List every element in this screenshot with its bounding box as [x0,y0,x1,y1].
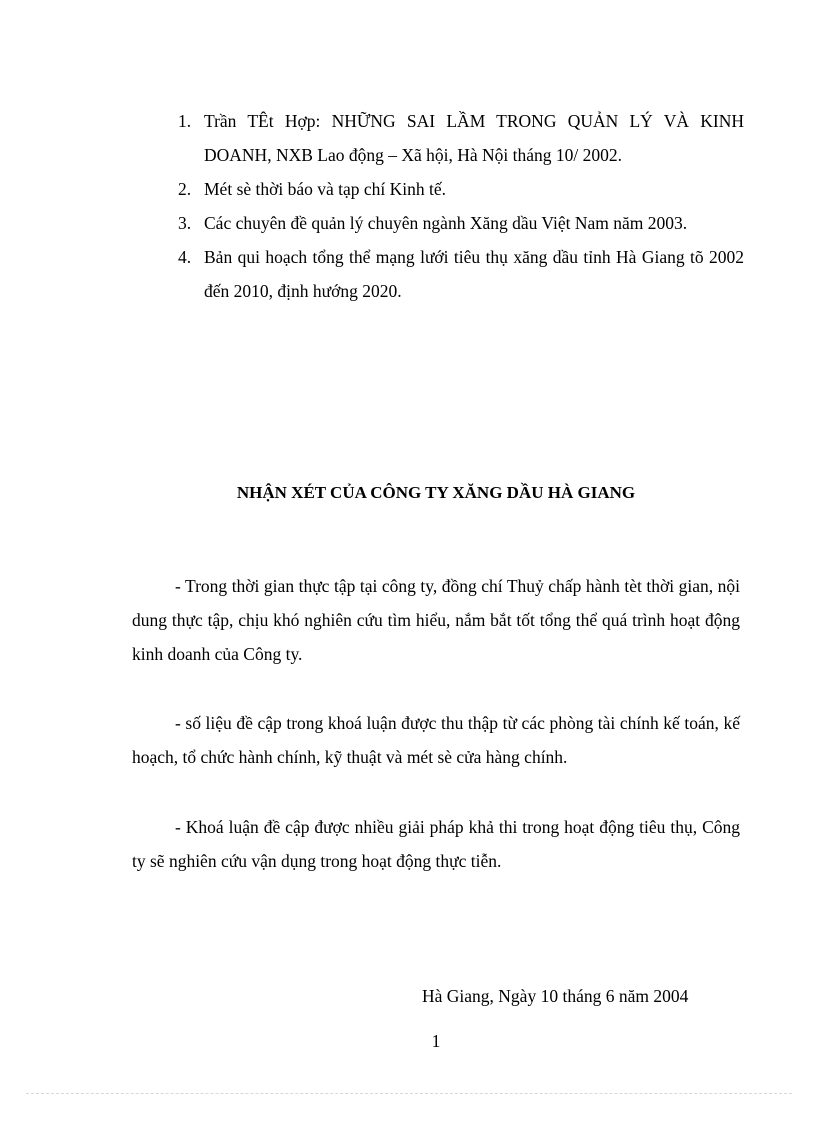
comment-paragraph: - Trong thời gian thực tập tại công ty, đồng chí Thuỷ chấp hành tèt thời gian, nội dung thực tập, chịu khó nghiên cứu tìm hiểu, nắm bắt tốt tổng thể quá trình hoạt động kinh doanh của Công ty. [132,576,740,664]
comment-paragraph: - số liệu đề cập trong khoá luận được thu thập từ các phòng tài chính kế toán, kế hoạch, tổ chức hành chính, kỹ thuật và mét sè cửa hàng chính. [132,713,740,767]
page-bottom-border [26,1093,792,1094]
reference-text: Các chuyên đề quản lý chuyên ngành Xăng dầu Việt Nam năm 2003. [204,213,688,233]
section-title: NHẬN XÉT CỦA CÔNG TY XĂNG DẦU HÀ GIANG [236,483,636,502]
comment-paragraph: - Khoá luận đề cập được nhiều giải pháp khả thi trong hoạt động tiêu thụ, Công ty sẽ nghiên cứu vận dụng trong hoạt động thực tiễn. [132,817,740,871]
reference-number: 3. [178,213,192,233]
reference-text: Mét sè thời báo và tạp chí Kinh tế. [204,179,447,199]
reference-number: 4. [178,247,192,267]
reference-text: Trần TÊt Hợp: NHỮNG SAI LẦM TRONG QUẢN LÝ VÀ KINH DOANH, NXB Lao động – Xã hội, Hà Nội tháng 10/ 2002. [204,111,744,165]
reference-list [178,104,744,308]
reference-item [178,104,744,172]
reference-text: Bản qui hoạch tổng thể mạng lưới tiêu thụ xăng dầu tỉnh Hà Giang tõ 2002 đến 2010, định hướng 2020. [204,247,744,301]
page-number: 1 [431,1031,441,1051]
reference-number: 1. [178,111,192,131]
reference-item [178,206,744,240]
reference-item [178,172,744,206]
reference-number: 2. [178,179,192,199]
reference-item [178,240,744,308]
sign-date: Hà Giang, Ngày 10 tháng 6 năm 2004 [422,986,689,1006]
